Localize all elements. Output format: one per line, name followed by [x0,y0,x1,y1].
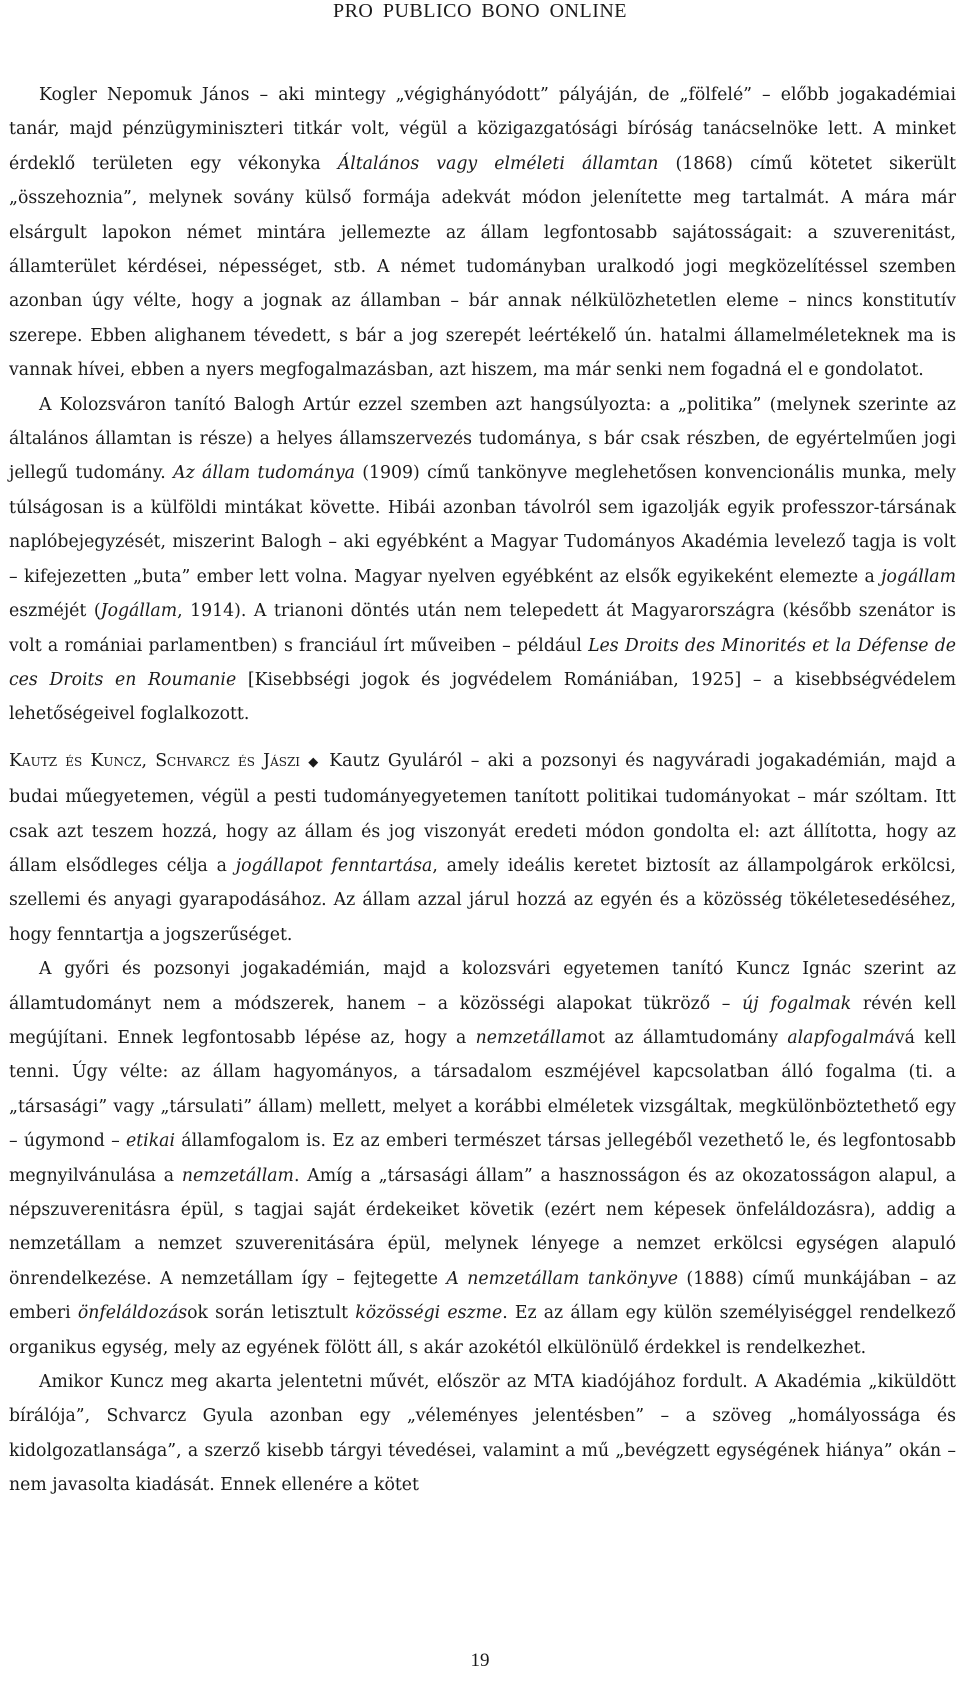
text-run: eszméjét ( [9,601,101,622]
paragraph [9,952,956,1365]
italic-text: nemzetállam [475,1027,588,1048]
text-run: . Ez az állam egy külön személyiséggel rendelkező organikus egység, mely az egyének fölött áll, s akár azokétól elkülönülő érdekkel is rendelkezhet. [9,1303,957,1358]
italic-text: Általános vagy elméleti államtan [337,153,659,174]
text-run: vá kell tenni. Úgy vélte: az állam hagyományos, a társadalom eszméjével kapcsolatban álló fogalma (ti. a „társasági” vagy „társulati” állam) mellett, melyet a korábbi elméletek vizsgáltak, megkülönböztethető egy – úgymond – [9,1027,956,1152]
text-run: (1868) című kötetet sikerült „összehoznia”, melynek sovány külső formája adekvát módon jelenítette meg tartalmát. A mára már elsárgult lapokon német mintára jellemezte az állam legfontosabb sajátosságait: a szuverenitást, államterület kérdései, népességet, stb. A német tudományban uralkodó jogi megközelítéssel szemben azonban úgy vélte, hogy a jognak az államban – bár annak nélkülözhetetlen eleme – nincs konstitutív szerepe. Ebben alighanem tévedett, s bár a jog szerepét leértékelő ún. hatalmi államelméleteknek ma is vannak hívei, ebben a nyers megfogalmazásban, azt hiszem, ma már senki nem fogadná el e gondolatot. [9,153,957,381]
italic-text: Az állam tudománya [173,463,355,484]
text-run: (1909) című tankönyve meglehetősen konvencionális munka, mely túlságosan is a külföldi mintákat követte. Hibái azonban távolról sem igazolják egyik professzor-társának naplóbejegyzését, miszerint Balogh – aki egyébként a Magyar Tudományos Akadémia levelező tagja is volt – kifejezetten „buta” ember lett volna. Magyar nyelven egyébként az elsők egyikeként elemezte a [9,463,956,587]
paragraph [9,78,956,388]
text-run: államfogalom is. Ez az emberi természet társas jellegéből vezethető le, és legfontosabb megnyilvánulása a [9,1131,957,1186]
italic-text: jogállam [881,566,956,587]
section-heading: Kautz és Kuncz, Schvarcz és Jászi [9,750,301,771]
text-run: A Kolozsváron tanító Balogh Artúr ezzel szemben azt hangsúlyozta: a „politika” (melynek szerinte az általános államtan is része) a helyes államszervezés tudománya, s bár csak részben, de egyértelműen jogi jellegű tudomány. [9,394,956,484]
text-run: A győri és pozsonyi jogakadémián, majd a kolozsvári egyetemen tanító Kuncz Ignác szerint az államtudományt nem a módszerek, hanem – a közösségi alapokat tükröző – [9,959,956,1014]
italic-text: jogállapot fenntartása [235,855,433,876]
body-text [9,78,956,1503]
text-run: révén kell megújítani. Ennek legfontosabb lépése az, hogy a [9,993,956,1048]
text-run: , amely ideális keretet biztosít az állampolgárok erkölcsi, szellemi és anyagi gyarapodásához. Az állam azzal járul hozzá az egyén és a közösség tökéletesedéséhez, hogy fenntartja a jogszerűséget. [9,855,956,945]
italic-text: önfeláldozás [77,1303,188,1324]
italic-text: A nemzetállam tankönyve [446,1268,678,1289]
italic-text: közösségi eszme [355,1303,503,1324]
italic-text: új fogalmak [742,993,852,1014]
italic-text: nemzetállam [181,1165,294,1186]
text-run: ot az államtudomány [587,1027,788,1048]
italic-text: alapfogalmá [787,1027,895,1048]
paragraph [9,388,956,732]
italic-text: etikai [126,1131,176,1152]
text-run: Amikor Kuncz meg akarta jelentetni művét, először az MTA kiadójához fordult. A Akadémia „kiküldött bírálója”, Schvarcz Gyula azonban egy „véleményes jelentésben” – a szöveg „homályossága és kidolgozatlansága”, a szerző kisebb tárgyi tévedései, valamint a mű „bevégzett egységének hiánya” okán – nem javasolta kiadását. Ennek ellenére a kötet [9,1372,956,1496]
page-number: 19 [470,1650,490,1671]
text-run: , 1914). A trianoni döntés után nem telepedett át Magyarországra (később szenátor is volt a romániai parlamentben) s franciául írt műveiben – például [9,601,956,656]
italic-text: Les Droits des Minorités et la Défense de ces Droits en Roumanie [9,635,956,690]
running-header: PRO PUBLICO BONO ONLINE [332,0,628,22]
section-paragraph [9,744,956,952]
text-run: . Amíg a „társasági állam” a hasznosságon és az okozatosságon alapul, a népszuverenitásra épül, s tagjai saját érdekeiket követik (ezért nem képesek önfeláldozásra), addig a nemzetállam a nemzet szuverenitására épül, melynek lényege a nemzet erkölcsi egységen alapuló önrendelkezése. A nemzetállam így – fejtegette [9,1165,956,1289]
text-run: Kogler Nepomuk János – aki mintegy „végighányódott” pályáján, de „fölfelé” – előbb jogakadémiai tanár, majd pénzügyminiszteri titkár volt, végül a közigazgatósági bíróság tanácselnöke lett. A minket érdeklő területen egy vékonyka [9,85,956,174]
text-run: (1888) című munkájában – az emberi [9,1268,956,1324]
text-run: Kautz Gyuláról – aki a pozsonyi és nagyváradi jogakadémián, majd a budai műegyetemen, végül a pesti tudományegyetemen tanított politikai tudományokat – már szóltam. Itt csak azt teszem hozzá, hogy az állam és jog viszonyát eredeti módon gondolta el: azt állította, hogy az állam elsődleges célja a [9,750,956,876]
text-run: [Kisebbségi jogok és jogvédelem Romániában, 1925] – a kisebbségvédelem lehetőségeivel foglalkozott. [9,669,956,725]
paragraph [9,1365,956,1503]
italic-text: Jogállam [100,601,178,622]
text-run: ok során letisztult [187,1303,356,1324]
diamond-icon: ◆ [308,754,321,770]
